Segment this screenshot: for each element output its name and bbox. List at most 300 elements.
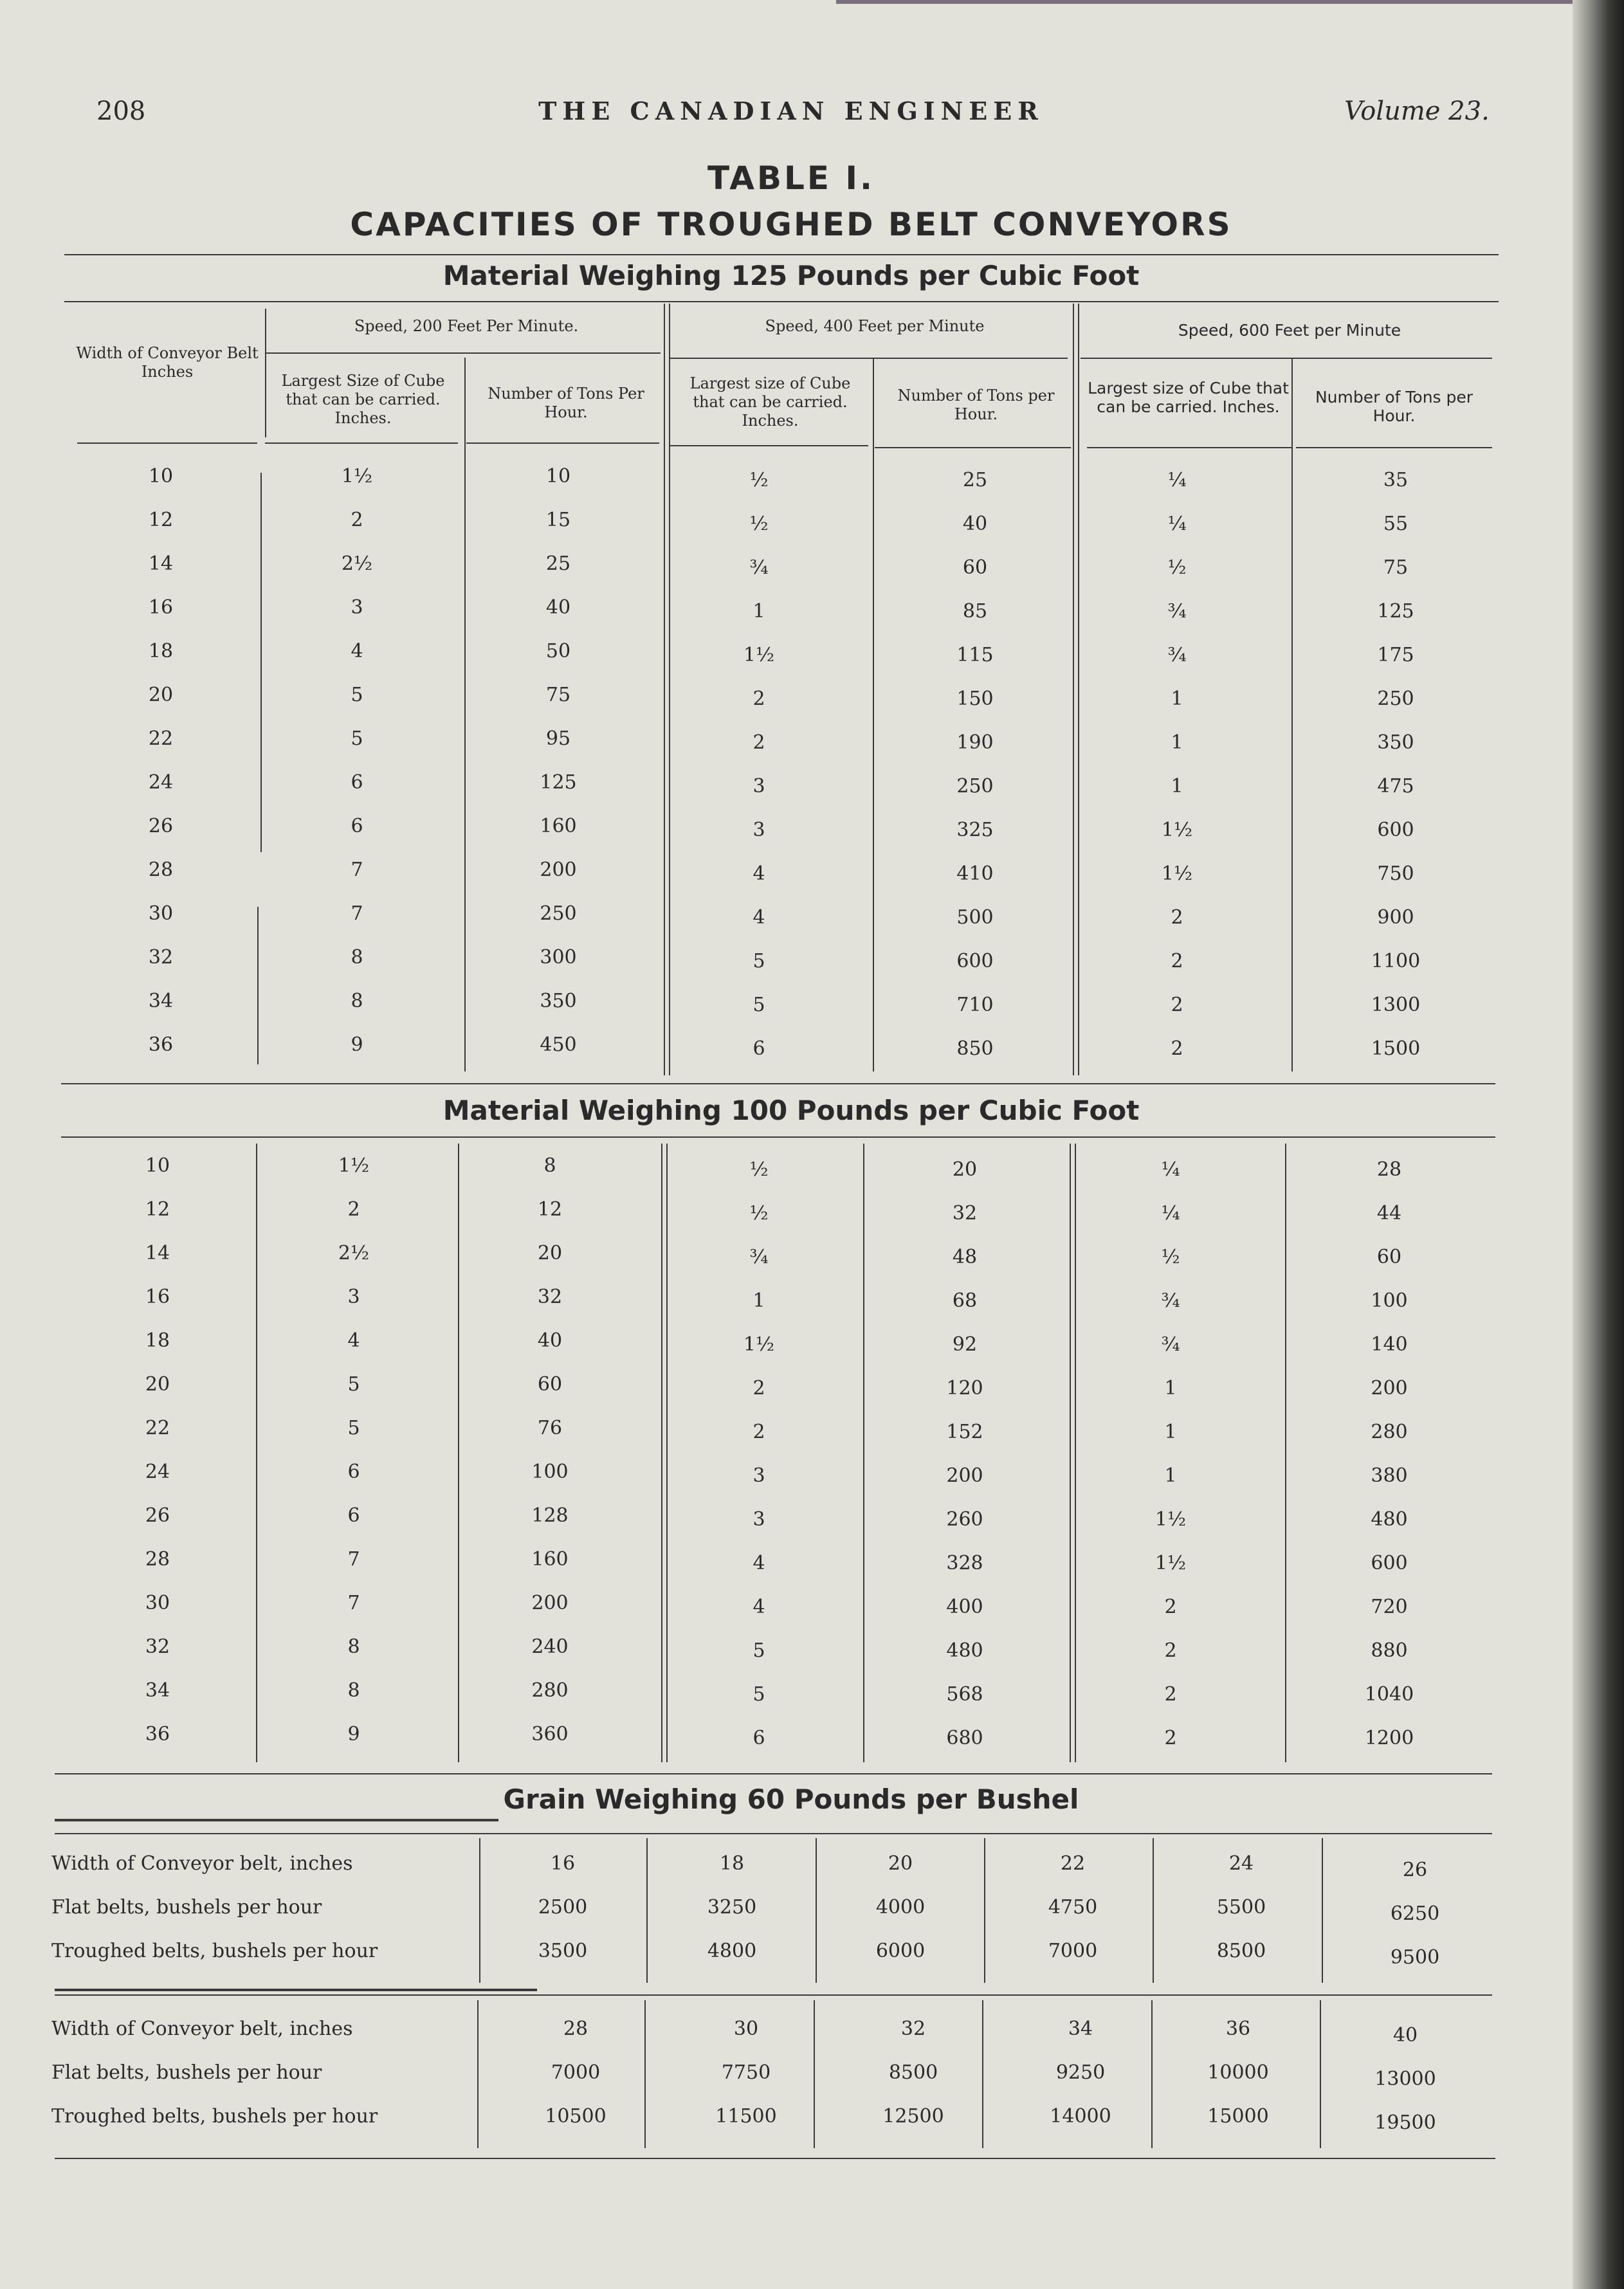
cell-tons-200: 15 xyxy=(545,509,571,531)
cell-cube-size-600: 2 xyxy=(1171,906,1183,929)
cell-cube-size-400: 4 xyxy=(753,906,765,929)
grain-cell: 3250 xyxy=(707,1896,757,1919)
cell-cube-size-200: 6 xyxy=(351,815,363,837)
cell-cube-size-400: 3 xyxy=(753,775,765,798)
grain-cell: 15000 xyxy=(1207,2105,1269,2128)
rule xyxy=(64,254,1499,255)
cell-cube-size-400: ¾ xyxy=(749,556,769,579)
grain-cell: 4000 xyxy=(875,1896,926,1919)
header-speed-200: Speed, 200 Feet Per Minute. xyxy=(354,317,579,335)
cell-cube-size-600: 1 xyxy=(1164,1421,1177,1443)
cell-tons-400: 25 xyxy=(962,469,988,491)
rule xyxy=(55,1994,1492,1996)
cell-tons-400: 190 xyxy=(956,731,994,754)
cell-tons-400: 600 xyxy=(956,950,994,972)
cell-tons-600: 480 xyxy=(1371,1508,1408,1531)
cell-tons-400: 60 xyxy=(962,556,988,579)
cell-cube-size-200: 2½ xyxy=(341,552,373,575)
cell-tons-200: 100 xyxy=(531,1461,569,1483)
rule xyxy=(55,1833,1492,1834)
cell-cube-size-400: 5 xyxy=(753,1639,765,1662)
cell-tons-600: 60 xyxy=(1376,1246,1402,1268)
column-rule xyxy=(873,358,874,1072)
cell-cube-size-600: ¼ xyxy=(1167,469,1187,491)
table-title: CAPACITIES OF TROUGHED BELT CONVEYORS xyxy=(350,206,1232,243)
grain-cell: 36 xyxy=(1225,2018,1251,2040)
grain-cell: 10000 xyxy=(1207,2061,1269,2084)
grain-cell: 7750 xyxy=(721,2061,771,2084)
cell-tons-400: 680 xyxy=(946,1727,983,1749)
cell-width: 12 xyxy=(145,1198,170,1221)
grain-cell: 12500 xyxy=(882,2105,944,2128)
column-rule xyxy=(814,2000,815,2148)
column-rule xyxy=(479,1838,480,1983)
grain-cell: 6250 xyxy=(1390,1902,1440,1925)
column-rule xyxy=(1322,1838,1323,1983)
cell-cube-size-400: ½ xyxy=(749,469,769,491)
cell-tons-200: 8 xyxy=(543,1154,556,1177)
rule xyxy=(875,447,1071,448)
cell-cube-size-600: 1 xyxy=(1171,731,1183,754)
cell-cube-size-200: 1½ xyxy=(338,1154,370,1177)
cell-cube-size-400: 2 xyxy=(753,1377,765,1400)
grain-cell: 26 xyxy=(1402,1859,1428,1881)
cell-tons-600: 1500 xyxy=(1371,1037,1421,1060)
cell-tons-600: 1200 xyxy=(1364,1727,1414,1749)
cell-cube-size-200: 8 xyxy=(347,1679,360,1702)
cell-cube-size-200: 8 xyxy=(351,946,363,969)
cell-tons-200: 125 xyxy=(540,771,577,794)
cell-tons-400: 150 xyxy=(956,688,994,710)
header-size-400: Largest size of Cube that can be carried. Inches. xyxy=(689,374,851,430)
grain-cell: 18 xyxy=(719,1852,745,1875)
cell-cube-size-400: ¾ xyxy=(749,1246,769,1268)
grain-cell: 2500 xyxy=(538,1896,588,1919)
column-rule xyxy=(982,2000,983,2148)
cell-tons-600: 1100 xyxy=(1371,950,1421,972)
cell-tons-200: 350 xyxy=(540,990,577,1012)
column-rule xyxy=(1291,358,1293,1072)
grain-cell: 16 xyxy=(550,1852,576,1875)
cell-cube-size-600: ½ xyxy=(1167,556,1187,579)
cell-cube-size-400: 6 xyxy=(753,1727,765,1749)
cell-width: 20 xyxy=(145,1373,170,1396)
rule xyxy=(55,1773,1492,1774)
cell-tons-200: 95 xyxy=(545,727,571,750)
cell-cube-size-400: 2 xyxy=(753,731,765,754)
cell-tons-200: 280 xyxy=(531,1679,569,1702)
rule xyxy=(61,1136,1495,1138)
grain-cell: 4750 xyxy=(1048,1896,1098,1919)
cell-tons-200: 50 xyxy=(545,640,571,662)
column-rule xyxy=(464,358,466,1072)
cell-tons-600: 250 xyxy=(1377,688,1414,710)
cell-tons-400: 328 xyxy=(946,1552,983,1574)
cell-tons-600: 750 xyxy=(1377,862,1414,885)
cell-tons-200: 20 xyxy=(537,1242,563,1264)
cell-tons-600: 175 xyxy=(1377,644,1414,666)
cell-tons-600: 1300 xyxy=(1371,994,1421,1016)
cell-cube-size-400: 5 xyxy=(753,994,765,1016)
rule xyxy=(1087,447,1293,448)
grain-cell: 10500 xyxy=(545,2105,607,2128)
column-rule xyxy=(863,1144,864,1762)
cell-cube-size-600: 2 xyxy=(1164,1596,1177,1618)
grain-row-label: Width of Conveyor belt, inches xyxy=(51,1852,353,1875)
cell-cube-size-200: 8 xyxy=(351,990,363,1012)
section-title-100: Material Weighing 100 Pounds per Cubic Foot xyxy=(442,1095,1140,1126)
cell-cube-size-200: 5 xyxy=(351,727,363,750)
grain-cell: 8500 xyxy=(888,2061,938,2084)
cell-cube-size-200: 9 xyxy=(351,1034,363,1056)
cell-width: 28 xyxy=(148,859,174,881)
header-tons-200: Number of Tons Per Hour. xyxy=(488,385,644,421)
cell-cube-size-600: 2 xyxy=(1171,950,1183,972)
header-tons-400: Number of Tons per Hour. xyxy=(897,387,1055,423)
cell-tons-600: 140 xyxy=(1371,1333,1408,1356)
cell-tons-600: 900 xyxy=(1377,906,1414,929)
cell-cube-size-600: 2 xyxy=(1164,1639,1177,1662)
rule xyxy=(669,358,1068,359)
cell-cube-size-400: 1½ xyxy=(743,644,775,666)
cell-cube-size-200: 3 xyxy=(351,596,363,619)
cell-cube-size-200: 7 xyxy=(351,902,363,925)
grain-cell: 7000 xyxy=(551,2061,601,2084)
grain-cell: 13000 xyxy=(1374,2068,1436,2090)
grain-cell: 14000 xyxy=(1050,2105,1111,2128)
cell-cube-size-600: ¾ xyxy=(1167,644,1187,666)
cell-tons-400: 152 xyxy=(946,1421,983,1443)
grain-cell: 9250 xyxy=(1055,2061,1106,2084)
cell-cube-size-200: 2 xyxy=(347,1198,360,1221)
cell-width: 14 xyxy=(148,552,174,575)
cell-tons-600: 75 xyxy=(1383,556,1409,579)
cell-cube-size-200: 6 xyxy=(347,1461,360,1483)
page-edge-stripe xyxy=(836,0,1595,4)
cell-cube-size-200: 4 xyxy=(351,640,363,662)
cell-cube-size-400: 5 xyxy=(753,1683,765,1706)
cell-cube-size-200: 7 xyxy=(351,859,363,881)
cell-width: 20 xyxy=(148,684,174,706)
cell-width: 34 xyxy=(145,1679,170,1702)
cell-tons-200: 76 xyxy=(537,1417,563,1439)
cell-cube-size-200: 9 xyxy=(347,1723,360,1746)
header-size-200: Largest Size of Cube that can be carried. Inches. xyxy=(281,372,445,427)
cell-width: 28 xyxy=(145,1548,170,1571)
cell-cube-size-400: ½ xyxy=(749,1158,769,1181)
cell-tons-600: 125 xyxy=(1377,600,1414,623)
cell-tons-200: 160 xyxy=(531,1548,569,1571)
cell-cube-size-400: 5 xyxy=(753,950,765,972)
cell-cube-size-600: 1½ xyxy=(1161,862,1193,885)
cell-cube-size-200: 5 xyxy=(351,684,363,706)
cell-cube-size-400: 6 xyxy=(753,1037,765,1060)
column-rule xyxy=(1073,304,1074,1075)
page-number: 208 xyxy=(96,96,146,126)
cell-tons-200: 10 xyxy=(545,465,571,488)
cell-tons-400: 32 xyxy=(952,1202,978,1225)
cell-width: 36 xyxy=(148,1034,174,1056)
cell-cube-size-200: 6 xyxy=(347,1504,360,1527)
cell-width: 16 xyxy=(148,596,174,619)
cell-cube-size-400: 3 xyxy=(753,819,765,841)
header-speed-400: Speed, 400 Feet per Minute xyxy=(765,317,985,335)
cell-tons-600: 1040 xyxy=(1364,1683,1414,1706)
cell-cube-size-200: 2½ xyxy=(338,1242,370,1264)
cell-cube-size-200: 2 xyxy=(351,509,363,531)
cell-cube-size-600: 1 xyxy=(1164,1464,1177,1487)
cell-cube-size-400: 4 xyxy=(753,862,765,885)
column-rule xyxy=(1075,1144,1076,1762)
cell-width: 22 xyxy=(145,1417,170,1439)
cell-tons-200: 75 xyxy=(545,684,571,706)
cell-tons-600: 350 xyxy=(1377,731,1414,754)
cell-tons-400: 40 xyxy=(962,513,988,535)
cell-tons-400: 410 xyxy=(956,862,994,885)
grain-cell: 24 xyxy=(1228,1852,1254,1875)
cell-width: 26 xyxy=(145,1504,170,1527)
section-title-125: Material Weighing 125 Pounds per Cubic Foot xyxy=(442,260,1140,291)
cell-cube-size-400: 2 xyxy=(753,1421,765,1443)
header-size-600: Largest size of Cube that can be carried. Inches. xyxy=(1088,379,1289,416)
rule xyxy=(64,301,1499,302)
rule xyxy=(669,445,868,446)
cell-tons-600: 600 xyxy=(1371,1552,1408,1574)
section-title-grain: Grain Weighing 60 Pounds per Bushel xyxy=(503,1783,1079,1815)
rule xyxy=(265,352,661,354)
cell-tons-200: 200 xyxy=(540,859,577,881)
cell-width: 16 xyxy=(145,1286,170,1308)
cell-cube-size-600: 1½ xyxy=(1161,819,1193,841)
cell-cube-size-600: 1 xyxy=(1171,775,1183,798)
column-rule xyxy=(816,1838,817,1983)
cell-cube-size-400: 4 xyxy=(753,1596,765,1618)
cell-width: 24 xyxy=(145,1461,170,1483)
cell-width: 30 xyxy=(148,902,174,925)
rule xyxy=(55,2158,1495,2159)
column-rule xyxy=(1153,1838,1154,1983)
grain-cell: 11500 xyxy=(715,2105,777,2128)
cell-tons-600: 720 xyxy=(1371,1596,1408,1618)
grain-cell: 8500 xyxy=(1216,1940,1266,1962)
cell-cube-size-200: 1½ xyxy=(341,465,373,488)
cell-cube-size-200: 8 xyxy=(347,1636,360,1658)
cell-tons-600: 380 xyxy=(1371,1464,1408,1487)
cell-tons-200: 250 xyxy=(540,902,577,925)
cell-cube-size-200: 3 xyxy=(347,1286,360,1308)
grain-cell: 34 xyxy=(1068,2018,1093,2040)
grain-cell: 28 xyxy=(563,2018,588,2040)
cell-tons-400: 48 xyxy=(952,1246,978,1268)
grain-cell: 4800 xyxy=(707,1940,757,1962)
cell-tons-200: 450 xyxy=(540,1034,577,1056)
cell-width: 24 xyxy=(148,771,174,794)
cell-width: 10 xyxy=(148,465,174,488)
column-rule xyxy=(477,2000,479,2148)
cell-tons-400: 115 xyxy=(956,644,994,666)
cell-tons-400: 710 xyxy=(956,994,994,1016)
cell-tons-400: 400 xyxy=(946,1596,983,1618)
cell-tons-200: 360 xyxy=(531,1723,569,1746)
cell-width: 36 xyxy=(145,1723,170,1746)
column-rule xyxy=(1070,1144,1071,1762)
grain-cell: 40 xyxy=(1392,2024,1418,2047)
cell-tons-600: 475 xyxy=(1377,775,1414,798)
cell-width: 32 xyxy=(148,946,174,969)
column-rule xyxy=(669,304,670,1075)
cell-tons-200: 160 xyxy=(540,815,577,837)
journal-title: THE CANADIAN ENGINEER xyxy=(538,96,1044,125)
cell-cube-size-600: 2 xyxy=(1171,1037,1183,1060)
cell-width: 10 xyxy=(145,1154,170,1177)
cell-tons-400: 568 xyxy=(946,1683,983,1706)
rule xyxy=(1296,447,1492,448)
column-rule xyxy=(661,1144,662,1762)
cell-tons-400: 500 xyxy=(956,906,994,929)
cell-tons-600: 28 xyxy=(1376,1158,1402,1181)
grain-cell: 22 xyxy=(1060,1852,1086,1875)
column-rule xyxy=(1078,304,1079,1075)
header-speed-600: Speed, 600 Feet per Minute xyxy=(1178,321,1401,340)
grain-cell: 20 xyxy=(888,1852,913,1875)
cell-cube-size-600: 2 xyxy=(1164,1683,1177,1706)
grain-row-label: Troughed belts, bushels per hour xyxy=(51,2105,378,2128)
column-rule xyxy=(1285,1144,1286,1762)
cell-cube-size-400: 1 xyxy=(753,600,765,623)
cell-tons-600: 44 xyxy=(1376,1202,1402,1225)
cell-cube-size-600: ¼ xyxy=(1161,1202,1180,1225)
cell-tons-200: 12 xyxy=(537,1198,563,1221)
cell-tons-400: 480 xyxy=(946,1639,983,1662)
grain-row-label: Width of Conveyor belt, inches xyxy=(51,2018,353,2040)
volume-label: Volume 23. xyxy=(1344,96,1490,126)
cell-tons-200: 240 xyxy=(531,1636,569,1658)
cell-tons-400: 260 xyxy=(946,1508,983,1531)
cell-width: 30 xyxy=(145,1592,170,1614)
column-rule xyxy=(646,1838,648,1983)
table-label: TABLE I. xyxy=(707,160,875,197)
grain-cell: 32 xyxy=(900,2018,926,2040)
cell-tons-400: 92 xyxy=(952,1333,978,1356)
column-rule xyxy=(666,1144,668,1762)
cell-tons-200: 128 xyxy=(531,1504,569,1527)
cell-tons-600: 55 xyxy=(1383,513,1409,535)
cell-tons-400: 250 xyxy=(956,775,994,798)
cell-tons-400: 20 xyxy=(952,1158,978,1181)
cell-cube-size-600: ¾ xyxy=(1167,600,1187,623)
grain-cell: 5500 xyxy=(1216,1896,1266,1919)
cell-cube-size-400: 2 xyxy=(753,688,765,710)
cell-cube-size-400: 1 xyxy=(753,1290,765,1312)
cell-tons-200: 60 xyxy=(537,1373,563,1396)
column-rule xyxy=(984,1838,985,1983)
grain-cell: 6000 xyxy=(875,1940,926,1962)
cell-tons-400: 850 xyxy=(956,1037,994,1060)
cell-cube-size-600: 2 xyxy=(1164,1727,1177,1749)
cell-width: 32 xyxy=(145,1636,170,1658)
cell-tons-400: 120 xyxy=(946,1377,983,1400)
cell-tons-600: 35 xyxy=(1383,469,1409,491)
cell-width: 34 xyxy=(148,990,174,1012)
cell-tons-600: 200 xyxy=(1371,1377,1408,1400)
rule xyxy=(77,442,257,444)
rule xyxy=(55,1989,537,1991)
cell-tons-400: 68 xyxy=(952,1290,978,1312)
cell-width: 12 xyxy=(148,509,174,531)
cell-tons-600: 600 xyxy=(1377,819,1414,841)
cell-tons-400: 200 xyxy=(946,1464,983,1487)
grain-cell: 19500 xyxy=(1374,2111,1436,2134)
cell-tons-600: 100 xyxy=(1371,1290,1408,1312)
cell-cube-size-600: 1 xyxy=(1164,1377,1177,1400)
cell-tons-200: 200 xyxy=(531,1592,569,1614)
cell-cube-size-400: 1½ xyxy=(743,1333,775,1356)
column-rule xyxy=(458,1144,459,1762)
column-rule xyxy=(265,309,266,437)
column-rule xyxy=(644,2000,646,2148)
cell-cube-size-200: 4 xyxy=(347,1329,360,1352)
cell-cube-size-200: 7 xyxy=(347,1592,360,1614)
cell-tons-400: 325 xyxy=(956,819,994,841)
cell-tons-600: 880 xyxy=(1371,1639,1408,1662)
grain-cell: 9500 xyxy=(1390,1946,1440,1969)
book-spine-shadow xyxy=(1573,0,1624,2289)
cell-cube-size-600: ¼ xyxy=(1161,1158,1180,1181)
grain-cell: 7000 xyxy=(1048,1940,1098,1962)
grain-cell: 3500 xyxy=(538,1940,588,1962)
rule xyxy=(55,1819,498,1821)
cell-cube-size-600: ¼ xyxy=(1167,513,1187,535)
cell-cube-size-600: 1 xyxy=(1171,688,1183,710)
cell-cube-size-200: 5 xyxy=(347,1417,360,1439)
cell-width: 26 xyxy=(148,815,174,837)
column-rule xyxy=(664,304,665,1075)
cell-cube-size-600: ½ xyxy=(1161,1246,1180,1268)
cell-cube-size-600: 1½ xyxy=(1154,1552,1187,1574)
cell-cube-size-600: ¾ xyxy=(1161,1290,1180,1312)
grain-row-label: Flat belts, bushels per hour xyxy=(51,1896,322,1919)
column-rule xyxy=(257,907,259,1064)
cell-tons-200: 32 xyxy=(537,1286,563,1308)
column-rule xyxy=(1320,2000,1321,2148)
column-rule xyxy=(1151,2000,1153,2148)
cell-cube-size-600: 2 xyxy=(1171,994,1183,1016)
rule xyxy=(265,442,458,444)
cell-cube-size-600: 1½ xyxy=(1154,1508,1187,1531)
cell-cube-size-600: ¾ xyxy=(1161,1333,1180,1356)
grain-row-label: Troughed belts, bushels per hour xyxy=(51,1940,378,1962)
grain-row-label: Flat belts, bushels per hour xyxy=(51,2061,322,2084)
cell-cube-size-200: 5 xyxy=(347,1373,360,1396)
cell-cube-size-200: 6 xyxy=(351,771,363,794)
cell-width: 18 xyxy=(148,640,174,662)
cell-cube-size-400: 3 xyxy=(753,1464,765,1487)
cell-tons-200: 40 xyxy=(545,596,571,619)
cell-cube-size-400: 3 xyxy=(753,1508,765,1531)
cell-tons-200: 25 xyxy=(545,552,571,575)
header-tons-600: Number of Tons per Hour. xyxy=(1315,388,1473,425)
column-rule xyxy=(260,473,262,852)
cell-width: 22 xyxy=(148,727,174,750)
cell-cube-size-400: ½ xyxy=(749,1202,769,1225)
grain-cell: 30 xyxy=(733,2018,759,2040)
cell-tons-200: 300 xyxy=(540,946,577,969)
cell-cube-size-400: ½ xyxy=(749,513,769,535)
column-rule xyxy=(256,1144,257,1762)
cell-cube-size-400: 4 xyxy=(753,1552,765,1574)
rule xyxy=(61,1083,1495,1084)
cell-width: 18 xyxy=(145,1329,170,1352)
